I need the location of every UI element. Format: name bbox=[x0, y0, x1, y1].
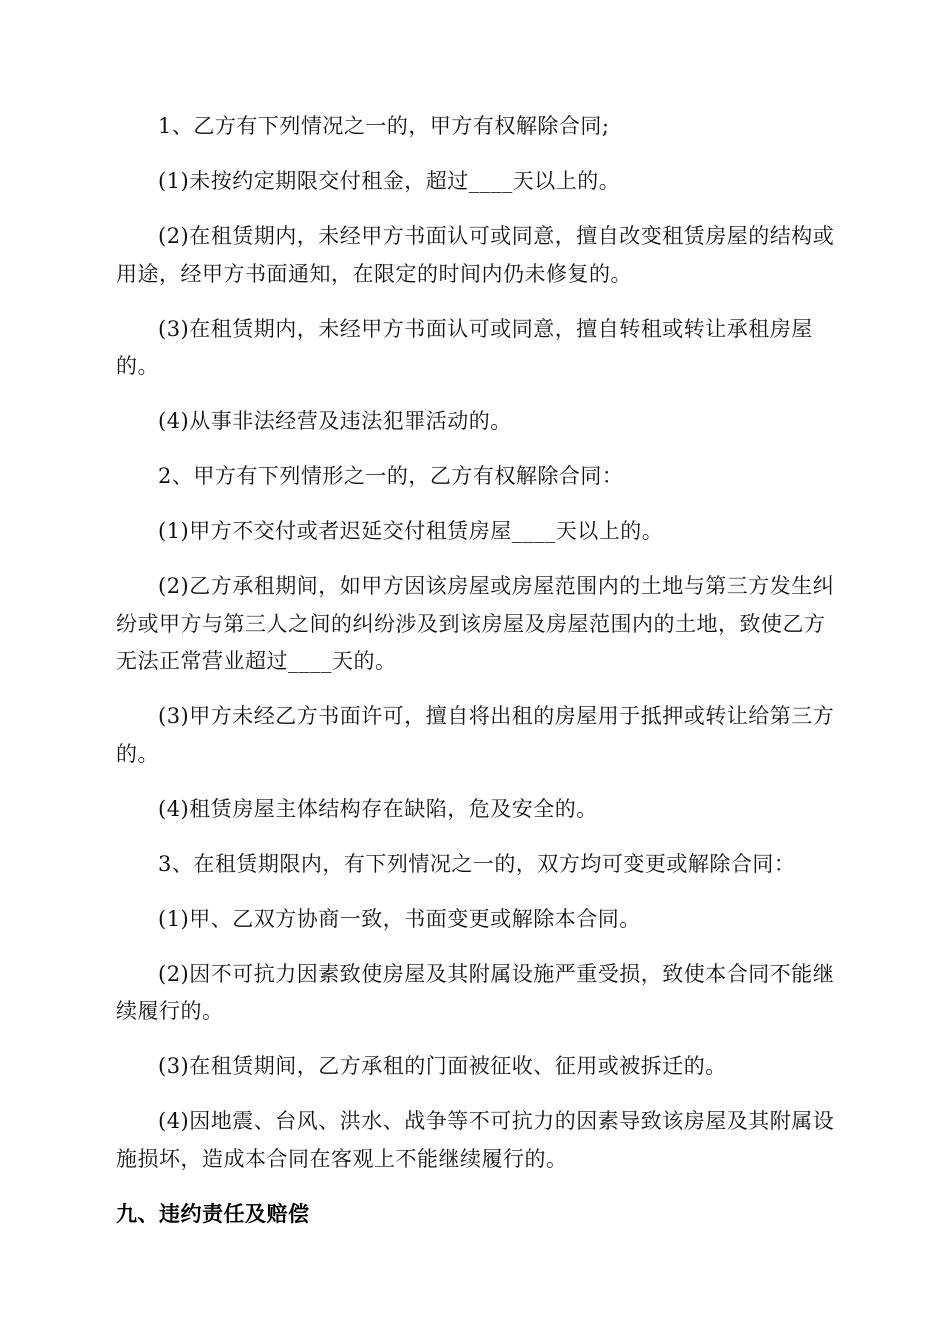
clause-1-item-1: (1)未按约定期限交付租金，超过____天以上的。 bbox=[158, 169, 621, 193]
clause-2-item-1: (1)甲方不交付或者迟延交付租赁房屋____天以上的。 bbox=[158, 519, 664, 543]
clause-3-item-3: (3)在租赁期间，乙方承租的门面被征收、征用或被拆迁的。 bbox=[158, 1054, 727, 1078]
clause-2-item-4: (4)租赁房屋主体结构存在缺陷，危及安全的。 bbox=[158, 796, 598, 821]
clause-2: 2、甲方有下列情形之一的，乙方有权解除合同： bbox=[158, 464, 624, 488]
clause-3-item-2: (2)因不可抗力因素致使房屋及其附属设施严重受损，致使本合同不能继续履行的。 bbox=[116, 961, 835, 1023]
clause-3: 3、在租赁期限内，有下列情况之一的，双方均可变更或解除合同： bbox=[158, 851, 796, 876]
clause-3-item-4: (4)因地震、台风、洪水、战争等不可抗力的因素导致该房屋及其附属设施损坏，造成本合同在客观上不能继续履行的。 bbox=[116, 1109, 835, 1171]
clause-1-item-3: (3)在租赁期内，未经甲方书面认可或同意，擅自转租或转让承租房屋的。 bbox=[116, 316, 813, 378]
clause-2-item-2: (2)乙方承租期间，如甲方因该房屋或房屋范围内的土地与第三方发生纠纷或甲方与第三人之间的纠纷涉及到该房屋及房屋范围内的土地，致使乙方无法正常营业超过____天的。 bbox=[116, 574, 835, 673]
clause-1-item-2: (2)在租赁期内，未经甲方书面认可或同意，擅自改变租赁房屋的结构或用途，经甲方书面通知，在限定的时间内仍未修复的。 bbox=[116, 224, 835, 286]
document-body bbox=[116, 108, 836, 1233]
clause-1-item-4: (4)从事非法经营及违法犯罪活动的。 bbox=[158, 409, 512, 433]
clause-3-item-1: (1)甲、乙双方协商一致，书面变更或解除本合同。 bbox=[158, 906, 641, 931]
section-heading: 九、违约责任及赔偿 bbox=[116, 1201, 310, 1226]
clause-1: 1、乙方有下列情况之一的，甲方有权解除合同; bbox=[158, 114, 610, 138]
clause-2-item-3: (3)甲方未经乙方书面许可，擅自将出租的房屋用于抵押或转让给第三方的。 bbox=[116, 704, 835, 766]
